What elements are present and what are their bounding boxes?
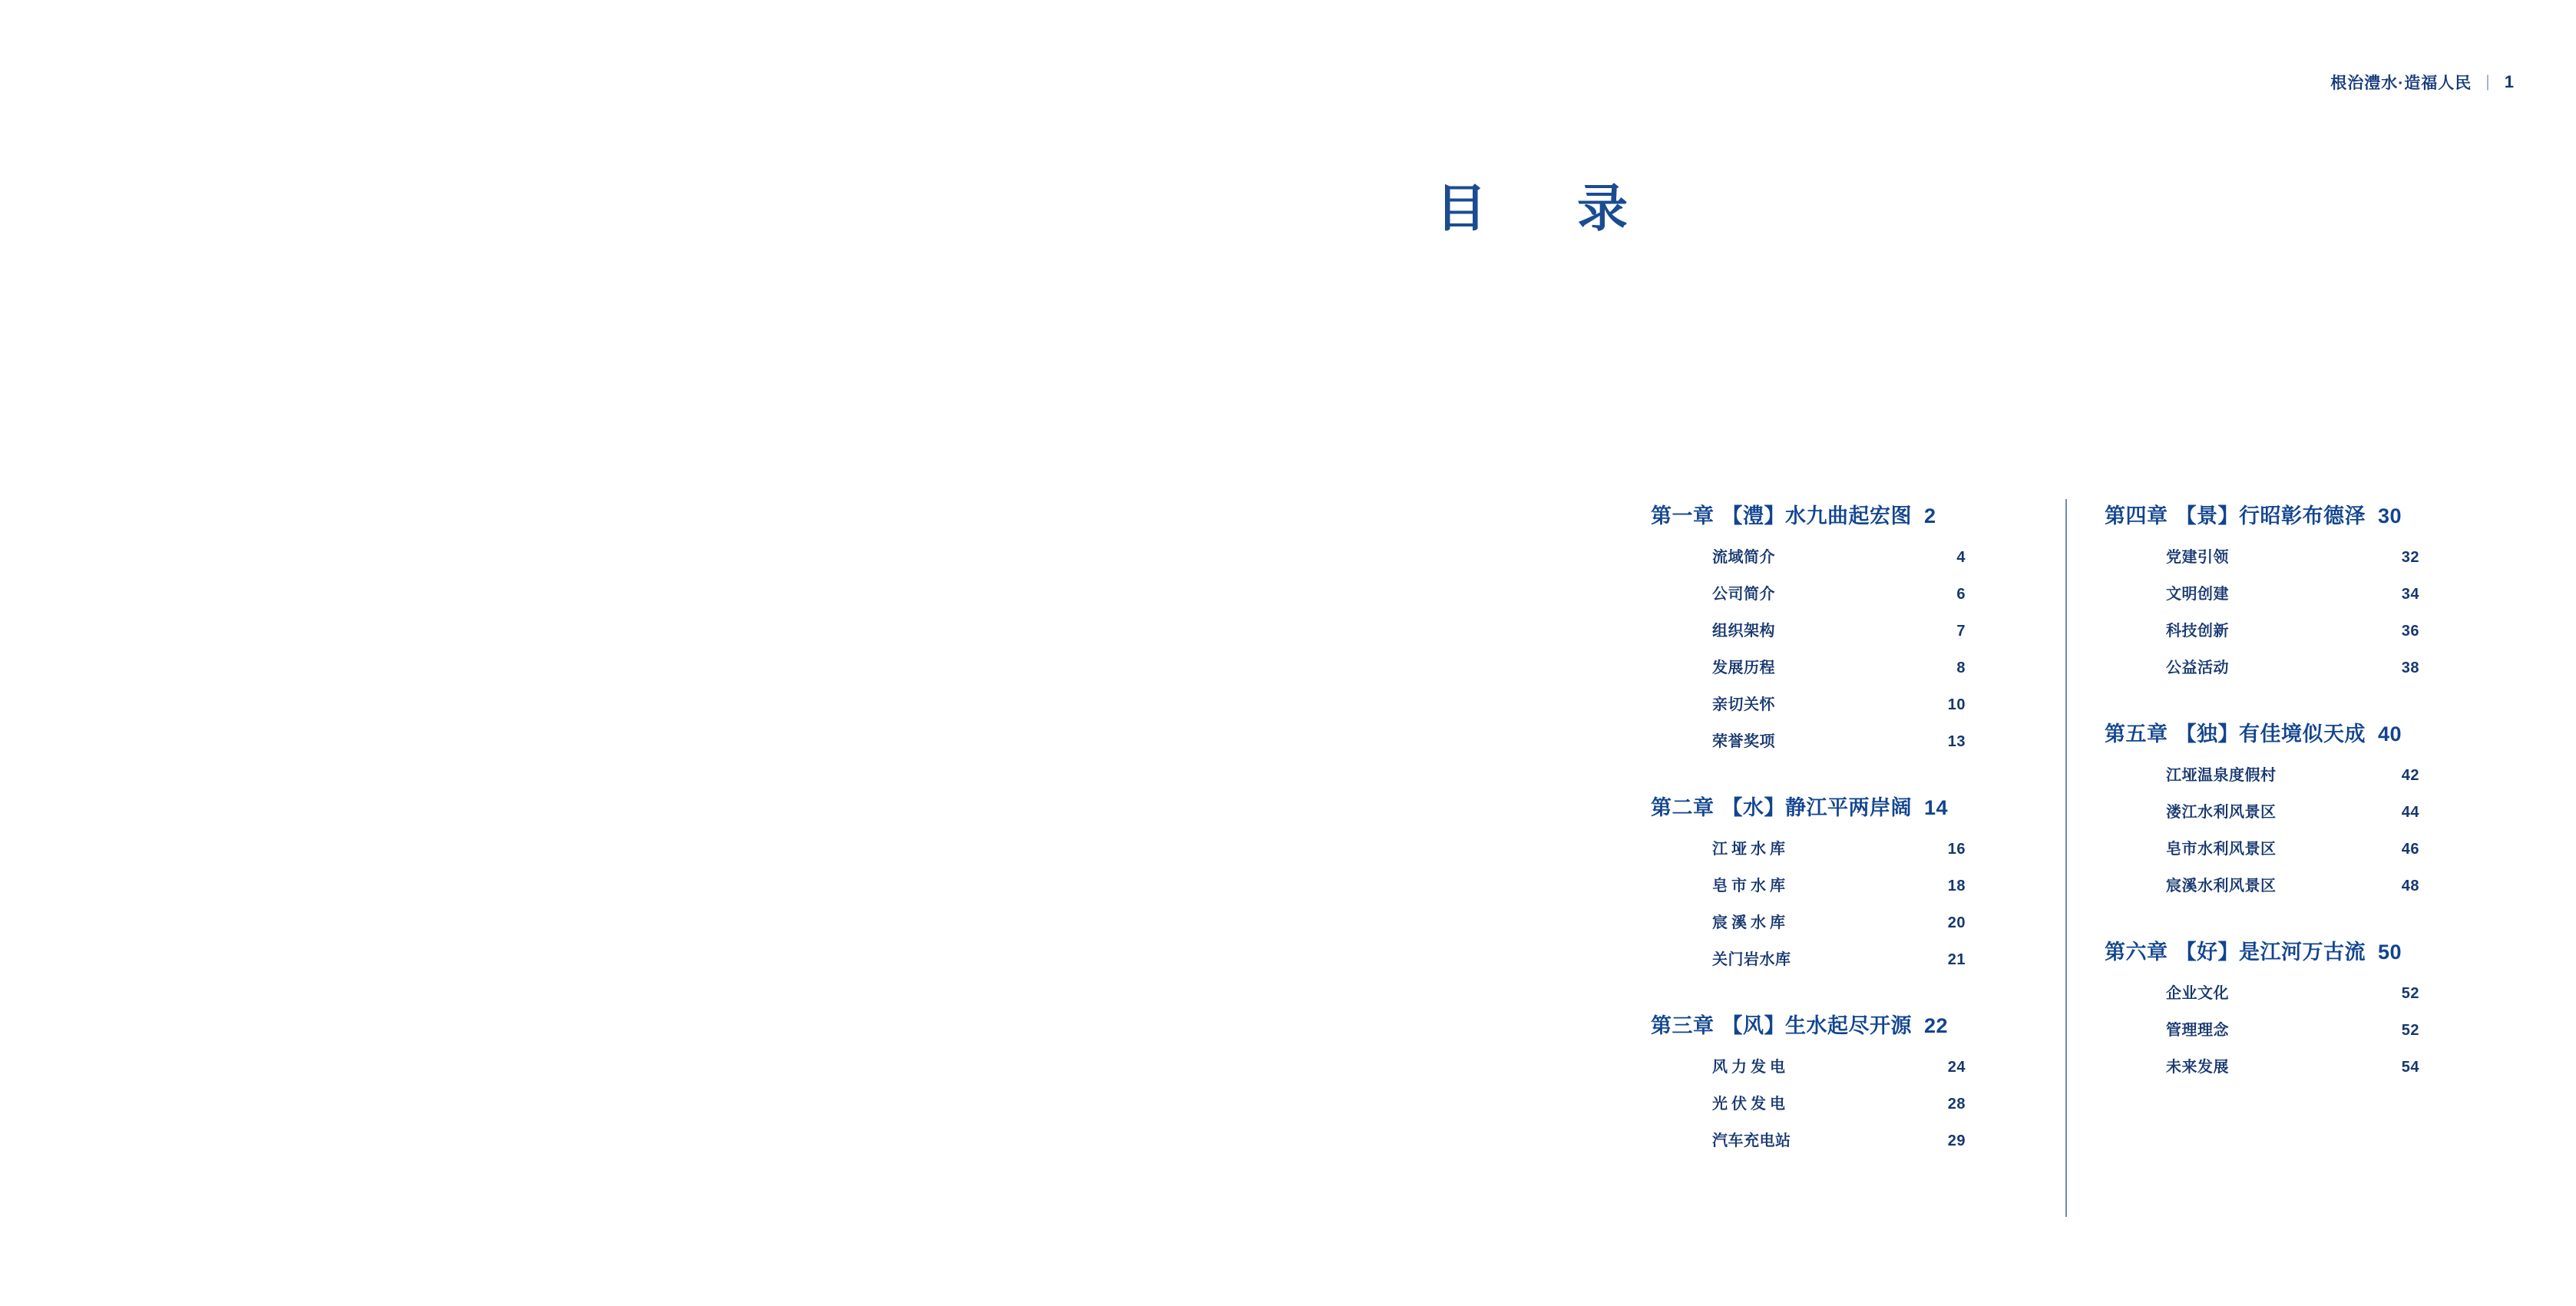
toc-entry[interactable]	[2166, 799, 2419, 822]
entry-title: 未来发展	[2166, 1059, 2229, 1076]
toc-entry[interactable]	[1712, 655, 1966, 677]
entry-title: 风力发电	[1712, 1059, 1789, 1076]
toc-entry[interactable]	[2166, 544, 2419, 567]
chapter-entries	[1651, 836, 2057, 969]
toc-entry[interactable]	[1712, 836, 1966, 858]
entry-page: 38	[2401, 660, 2419, 676]
entry-title: 公司简介	[1712, 586, 1775, 603]
chapter-title: 【独】有佳境似天成	[2175, 722, 2366, 746]
entry-title: 企业文化	[2166, 985, 2229, 1002]
toc-entry[interactable]	[1712, 873, 1966, 895]
entry-title: 公益活动	[2166, 660, 2229, 676]
entry-title: 发展历程	[1712, 660, 1775, 676]
entry-title: 光伏发电	[1712, 1096, 1789, 1113]
entry-page: 6	[1956, 586, 1966, 603]
chapter-heading[interactable]	[2105, 717, 2511, 747]
chapter-heading[interactable]	[1651, 791, 2057, 821]
toc-chapter	[1651, 791, 2057, 969]
entry-page: 32	[2401, 549, 2419, 566]
chapter-label: 第四章	[2105, 504, 2168, 527]
toc-entry[interactable]	[2166, 762, 2419, 785]
running-header-separator: |	[2485, 73, 2491, 91]
toc-entry[interactable]	[1712, 729, 1966, 751]
entry-page: 52	[2401, 1022, 2419, 1039]
entry-title: 亲切关怀	[1712, 696, 1775, 713]
chapter-entries	[2105, 762, 2511, 895]
chapter-heading[interactable]	[1651, 499, 2057, 529]
chapter-page: 14	[1924, 796, 1949, 819]
chapter-page: 22	[1924, 1014, 1949, 1037]
entry-page: 24	[1947, 1059, 1966, 1076]
entry-page: 8	[1956, 660, 1966, 676]
chapter-label: 第二章	[1651, 796, 1715, 819]
entry-page: 10	[1947, 696, 1966, 713]
chapter-entries	[2105, 980, 2511, 1076]
entry-page: 34	[2401, 586, 2419, 603]
entry-page: 29	[1947, 1132, 1966, 1149]
toc-entry[interactable]	[2166, 836, 2419, 858]
toc-chapter	[2105, 499, 2511, 677]
chapter-entries	[2105, 544, 2511, 677]
entry-title: 文明创建	[2166, 586, 2229, 603]
entry-title: 皂市水库	[1712, 878, 1789, 894]
entry-page: 44	[2401, 804, 2419, 821]
toc-entry[interactable]	[2166, 1017, 2419, 1040]
entry-page: 48	[2401, 878, 2419, 894]
toc-column-left	[1651, 499, 2057, 1150]
toc-entry[interactable]	[1712, 947, 1966, 969]
entry-title: 溇江水利风景区	[2166, 804, 2277, 821]
toc-entry[interactable]	[2166, 873, 2419, 895]
entry-page: 4	[1956, 549, 1966, 566]
entry-title: 组织架构	[1712, 623, 1775, 640]
entry-title: 荣誉奖项	[1712, 733, 1775, 750]
toc-entry[interactable]	[1712, 581, 1966, 603]
entry-page: 13	[1947, 733, 1966, 750]
toc-entry[interactable]	[2166, 980, 2419, 1003]
toc-entry[interactable]	[2166, 618, 2419, 640]
chapter-label: 第一章	[1651, 504, 1715, 527]
page-number: 1	[2504, 72, 2515, 91]
chapter-label: 第五章	[2105, 722, 2168, 746]
toc-entry[interactable]	[2166, 655, 2419, 677]
chapter-label: 第六章	[2105, 941, 2168, 964]
chapter-page: 2	[1924, 504, 1936, 527]
entry-page: 52	[2401, 985, 2419, 1002]
chapter-title: 【风】生水起尽开源	[1721, 1014, 1912, 1037]
chapter-title: 【好】是江河万古流	[2175, 941, 2366, 964]
toc-chapter	[1651, 1009, 2057, 1150]
entry-title: 宸溪水利风景区	[2166, 878, 2277, 894]
toc-entry[interactable]	[1712, 618, 1966, 640]
running-header	[2330, 71, 2515, 94]
toc-entry[interactable]	[1712, 692, 1966, 714]
table-of-contents	[1651, 499, 2511, 1150]
chapter-title: 【景】行昭彰布德泽	[2175, 504, 2366, 527]
entry-title: 关门岩水库	[1712, 951, 1791, 968]
entry-page: 7	[1956, 623, 1966, 640]
entry-title: 科技创新	[2166, 623, 2229, 640]
entry-page: 16	[1947, 841, 1966, 858]
entry-page: 36	[2401, 623, 2419, 640]
chapter-title: 【澧】水九曲起宏图	[1721, 504, 1912, 527]
chapter-heading[interactable]	[2105, 499, 2511, 529]
entry-title: 江垭温泉度假村	[2166, 767, 2277, 784]
entry-page: 42	[2401, 767, 2419, 784]
toc-column-right	[2057, 499, 2511, 1150]
entry-title: 流域简介	[1712, 549, 1775, 566]
running-header-text: 根治澧水·造福人民	[2330, 74, 2472, 92]
chapter-entries	[1651, 1054, 2057, 1150]
chapter-entries	[1651, 544, 2057, 751]
toc-entry[interactable]	[1712, 910, 1966, 932]
entry-page: 18	[1947, 878, 1966, 894]
toc-entry[interactable]	[1712, 1091, 1966, 1113]
chapter-heading[interactable]	[2105, 935, 2511, 965]
entry-title: 管理理念	[2166, 1022, 2229, 1039]
chapter-page: 50	[2378, 941, 2402, 964]
entry-title: 党建引领	[2166, 549, 2229, 566]
chapter-title: 【水】静江平两岸阔	[1721, 796, 1912, 819]
entry-title: 汽车充电站	[1712, 1132, 1791, 1149]
entry-page: 46	[2401, 841, 2419, 858]
toc-chapter	[2105, 717, 2511, 895]
chapter-page: 40	[2378, 722, 2402, 746]
toc-chapter	[2105, 935, 2511, 1076]
entry-title: 皂市水利风景区	[2166, 841, 2277, 858]
page-title: 目 录	[1436, 179, 1648, 238]
chapter-page: 30	[2378, 504, 2402, 527]
entry-page: 28	[1947, 1096, 1966, 1113]
toc-entry[interactable]	[1712, 1128, 1966, 1150]
entry-page: 20	[1947, 914, 1966, 931]
entry-title: 江垭水库	[1712, 841, 1789, 858]
toc-chapter	[1651, 499, 2057, 751]
toc-entry[interactable]	[1712, 1054, 1966, 1076]
toc-entry[interactable]	[2166, 1054, 2419, 1076]
toc-entry[interactable]	[2166, 581, 2419, 603]
chapter-label: 第三章	[1651, 1014, 1715, 1037]
toc-entry[interactable]	[1712, 544, 1966, 567]
entry-title: 宸溪水库	[1712, 914, 1789, 931]
entry-page: 21	[1947, 951, 1966, 968]
entry-page: 54	[2401, 1059, 2419, 1076]
chapter-heading[interactable]	[1651, 1009, 2057, 1039]
